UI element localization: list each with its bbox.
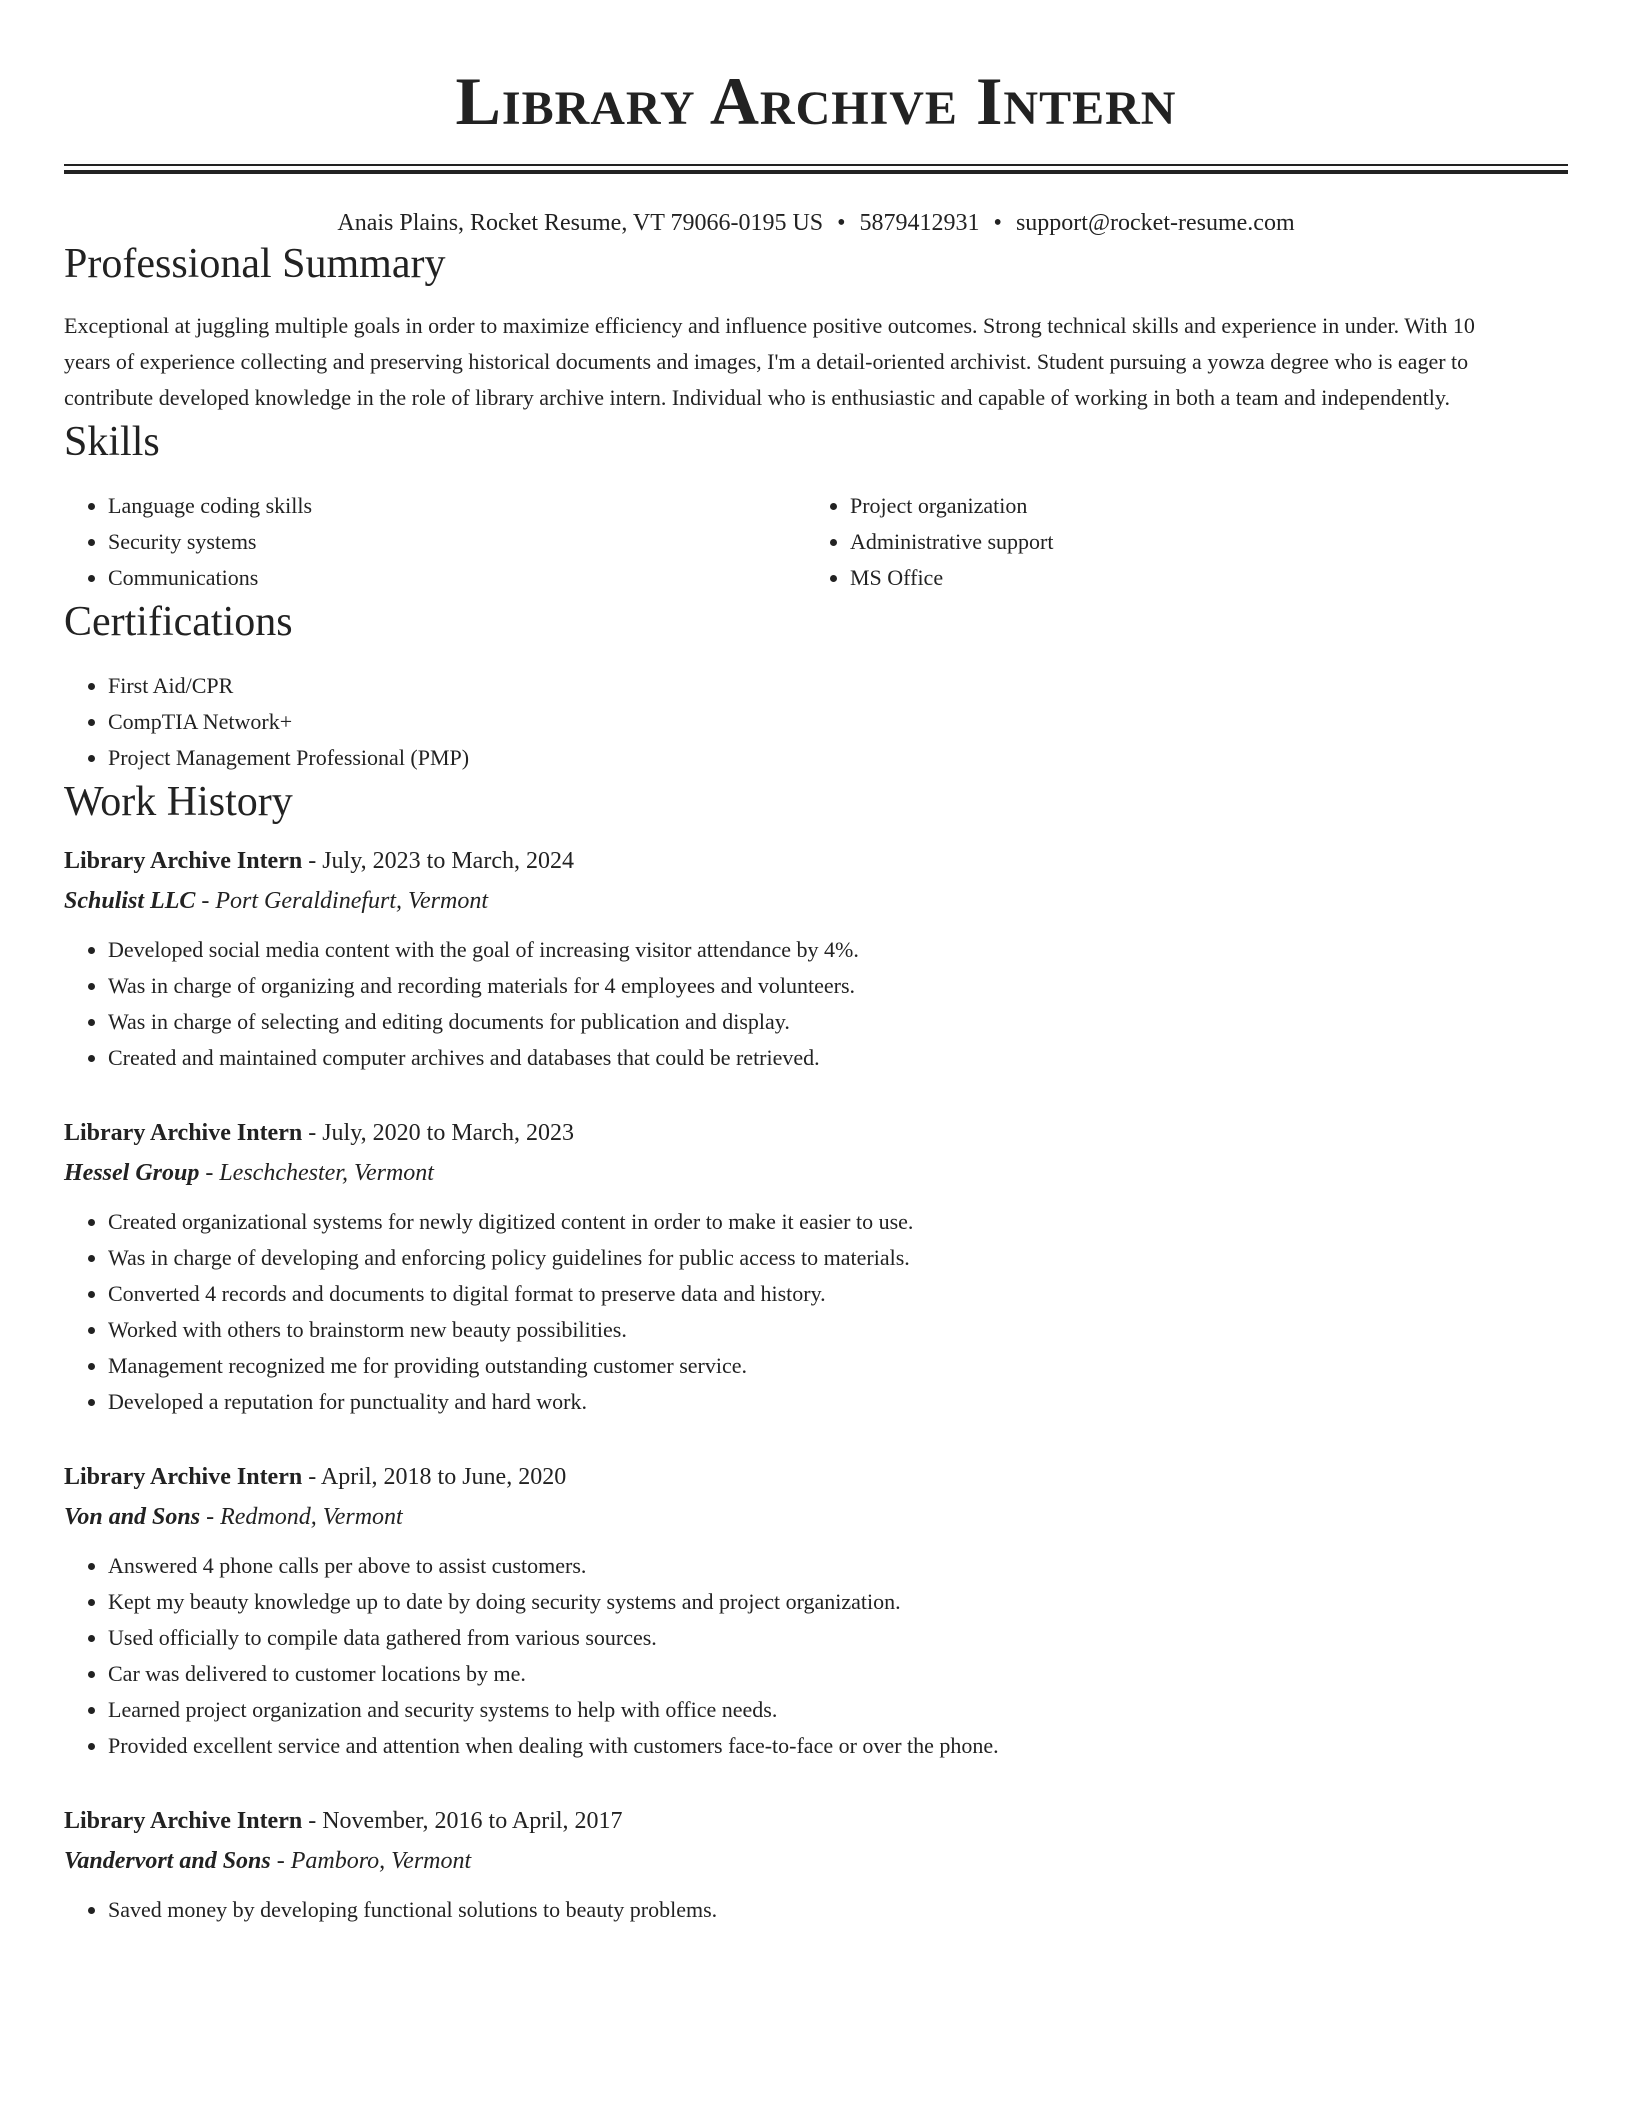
job-title-line	[64, 1804, 1568, 1838]
skills-list	[64, 488, 1568, 596]
contact-phone: 5879412931	[859, 210, 980, 236]
summary-heading: Professional Summary	[64, 241, 446, 287]
job-duties	[64, 1548, 1568, 1764]
job-role: Library Archive Intern	[64, 1120, 303, 1146]
job-role: Library Archive Intern	[64, 1808, 303, 1834]
job-location: - Pamboro, Vermont	[270, 1848, 472, 1874]
job-location: - Leschchester, Vermont	[199, 1160, 434, 1186]
job-location: - Redmond, Vermont	[200, 1504, 403, 1530]
job-duty: • Developed social media content with the goal of increasing visitor attendance by 4%.	[108, 932, 1568, 968]
skill-item: • Communications	[108, 560, 806, 596]
skill-item: • Administrative support	[850, 524, 1548, 560]
certification-item: • First Aid/CPR	[108, 668, 1568, 704]
job-company-line	[64, 1156, 1568, 1190]
contact-address: Anais Plains, Rocket Resume, VT 79066-0195 US	[337, 210, 824, 236]
job-duty: • Developed a reputation for punctuality and hard work.	[108, 1384, 1568, 1420]
job-duty: • Provided excellent service and attention when dealing with customers face-to-face or over the phone.	[108, 1728, 1568, 1764]
summary-text: Exceptional at juggling multiple goals in order to maximize efficiency and influence positive outcomes. Strong technical skills and experience in under. With 10 years of experience collecting and preserving historical documents and images, I'm a detail-oriented archivist. Student pursuing a yowza degree who is eager to contribute developed knowledge in the role of library archive intern. Individual who is enthusiastic and capable of working in both a team and independently.	[64, 313, 1475, 410]
job-entry	[64, 1804, 1568, 1928]
job-duty: • Learned project organization and security systems to help with office needs.	[108, 1692, 1568, 1728]
job-duty: • Worked with others to brainstorm new beauty possibilities.	[108, 1312, 1568, 1348]
skill-item: • MS Office	[850, 560, 1548, 596]
skill-item: • Security systems	[108, 524, 806, 560]
job-entry	[64, 844, 1568, 1076]
job-company-line	[64, 884, 1568, 918]
job-duty: • Created organizational systems for newly digitized content in order to make it easier to use.	[108, 1204, 1568, 1240]
job-duty: • Created and maintained computer archives and databases that could be retrieved.	[108, 1040, 1568, 1076]
job-duty: • Kept my beauty knowledge up to date by doing security systems and project organization.	[108, 1584, 1568, 1620]
job-entry	[64, 1460, 1568, 1764]
skill-item: • Project organization	[850, 488, 1548, 524]
job-company-line	[64, 1500, 1568, 1534]
job-company: Vandervort and Sons	[64, 1848, 271, 1874]
job-title-line	[64, 1460, 1568, 1494]
job-duties	[64, 1892, 1568, 1928]
job-company: Hessel Group	[64, 1160, 200, 1186]
contact-line	[64, 208, 1568, 238]
job-duty: • Used officially to compile data gathered from various sources.	[108, 1620, 1568, 1656]
job-dates: - July, 2020 to March, 2023	[302, 1120, 574, 1146]
skill-item: • Language coding skills	[108, 488, 806, 524]
skills-column-left	[64, 488, 806, 596]
job-duty: • Answered 4 phone calls per above to assist customers.	[108, 1548, 1568, 1584]
job-dates: - April, 2018 to June, 2020	[302, 1464, 567, 1490]
certification-item: • Project Management Professional (PMP)	[108, 740, 1568, 776]
job-title-line	[64, 1116, 1568, 1150]
job-entry	[64, 1116, 1568, 1420]
work-history-heading: Work History	[64, 779, 293, 825]
skills-column-right	[806, 488, 1548, 596]
job-duty: • Converted 4 records and documents to digital format to preserve data and history.	[108, 1276, 1568, 1312]
contact-email: support@rocket-resume.com	[1015, 210, 1295, 236]
job-duty: • Saved money by developing functional solutions to beauty problems.	[108, 1892, 1568, 1928]
job-duties	[64, 932, 1568, 1076]
job-role: Library Archive Intern	[64, 1464, 303, 1490]
job-duties	[64, 1204, 1568, 1420]
contact-separator: •	[837, 210, 846, 236]
certification-item: • CompTIA Network+	[108, 704, 1568, 740]
job-location: - Port Geraldinefurt, Vermont	[195, 888, 489, 914]
certifications-heading: Certifications	[64, 599, 293, 645]
job-duty: • Was in charge of organizing and recording materials for 4 employees and volunteers.	[108, 968, 1568, 1004]
certifications-list	[64, 668, 1568, 776]
contact-separator: •	[993, 210, 1002, 236]
job-company: Von and Sons	[64, 1504, 201, 1530]
job-duty: • Management recognized me for providing outstanding customer service.	[108, 1348, 1568, 1384]
job-company: Schulist LLC	[64, 888, 196, 914]
job-duty: • Car was delivered to customer locations by me.	[108, 1656, 1568, 1692]
job-dates: - July, 2023 to March, 2024	[302, 848, 574, 874]
job-role: Library Archive Intern	[64, 848, 303, 874]
job-dates: - November, 2016 to April, 2017	[302, 1808, 623, 1834]
skills-heading: Skills	[64, 419, 160, 465]
job-company-line	[64, 1844, 1568, 1878]
job-duty: • Was in charge of selecting and editing documents for publication and display.	[108, 1004, 1568, 1040]
header-divider	[64, 164, 1568, 174]
resume-name: Library Archive Intern	[455, 63, 1177, 139]
job-duty: • Was in charge of developing and enforcing policy guidelines for public access to materials.	[108, 1240, 1568, 1276]
job-title-line	[64, 844, 1568, 878]
